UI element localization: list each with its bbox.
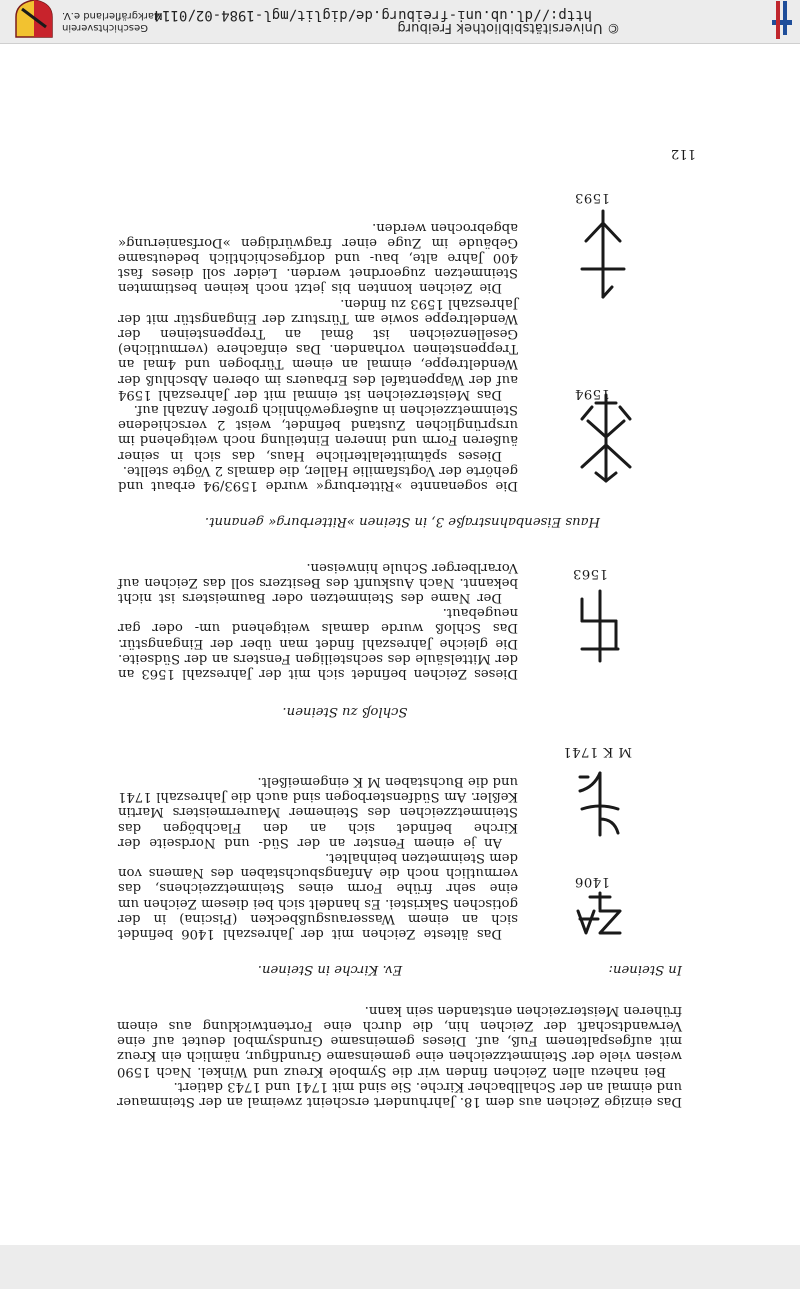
ritterburg-paragraph-1: Die sogenannte »Ritterburg« wurde 1593/94 erbaut und gehörte der Vogtsfamilie Haller, die damals 2 Vögte stellte. (118, 462, 518, 493)
castle-text (118, 559, 518, 681)
stonemason-mark-1406 (574, 893, 624, 941)
intro-text (117, 1003, 682, 1109)
intro-paragraph-1: Das einzige Zeichen aus dem 18. Jahrhundert erscheint zweimal an der Steinmauer und einmal an der Schallbacher Kirche. Sie sind mit 1741 und 1743 datiert. (117, 1078, 682, 1109)
place-label: In Steinen: (608, 962, 682, 977)
library-logo-icon (770, 1, 794, 41)
ritterburg-paragraph-3: Das Meisterzeichen ist einmal mit der Jahreszahl 1594 auf der Wappentafel des Erbauers im oberen Abschluß der Wendeltreppe, einmal an einem Türbogen und 4mal an Treppensteinen vorhanden. Das einfachere (vermutliche) Gesellenzeichen ist 8mal an Treppensteinen der Wendeltreppe sowie am Türsturz der Eingangstür mit der Jahreszahl 1593 zu finden. (118, 295, 518, 402)
stonemason-mark-martin-kessler (574, 767, 624, 837)
stonemason-mark-1593 (578, 209, 628, 301)
society-coat-of-arms-icon (12, 0, 56, 39)
castle-paragraph-2: Der Name des Steinmetzen oder Baumeisters ist nicht bekannt. Nach Auskunft des Besitzers soll das Zeichen auf Vorarlberger Schule hinweisen. (118, 559, 518, 605)
section-heading-ritterburg: Haus Eisenbahnstraße 3, in Steinen »Ritterburg« genannt. (204, 514, 600, 529)
church-paragraph-1: Das älteste Zeichen mit der Jahreszahl 1406 befindet sich an einem Wasserausgußbecken (Piscina) in der gotischen Sakristei. Es handelt sich bei diesem Zeichen um eine sehr frühe Form eines Steinmetzzeichens, das vermutlich noch die Anfangsbuchstaben des Namens von dem Steinmetzen beinhaltet. (118, 849, 518, 941)
society-name: Geschichtsverein Markgräflerland e.V. (62, 10, 163, 33)
ritterburg-text (118, 219, 518, 493)
page-number: 112 (670, 146, 696, 161)
viewer-header-bar (0, 0, 800, 44)
castle-paragraph-1: Dieses Zeichen befindet sich mit der Jahreszahl 1563 an der Mittelsäule des sechsteiligen Fensters an der Südseite. Die gleiche Jahreszahl findet man über der Eingangstür. Das Schloß wurde damals weitgehend um- oder gar neugebaut. (118, 605, 518, 681)
viewer-bar-previous (0, 1245, 800, 1289)
mark-year-1406: 1406 (574, 874, 610, 889)
mark-label-mk-1741: M K 1741 (562, 744, 632, 759)
ritterburg-paragraph-2: Dieses spätmittelalterliche Haus, das sich in seiner äußeren Form und inneren Einteilung noch weitgehend im ursprünglichen Zustand befindet, weist 2 verschiedene Steinmetzzeichen in außergewöhnlich großer Anzahl auf. (118, 401, 518, 463)
stonemason-mark-1563 (574, 589, 626, 665)
ritterburg-paragraph-4: Die Zeichen konnten bis jetzt noch keinen bestimmten Steinmetzen zugeordnet werden. Leider soll dieses fast 400 Jahre alte, bau- und dorfgeschichtlich bedeutsame Gebäude im Zuge einer fragwürdigen »Dorfsanierung« abgebrochen werden. (118, 219, 518, 296)
section-heading-church: Ev. Kirche in Steinen. (257, 962, 403, 977)
library-credit: © Universitätsbibliothek Freiburg (397, 20, 620, 35)
mark-year-1594: 1594 (574, 386, 610, 401)
mark-year-1593: 1593 (574, 190, 610, 205)
church-text (118, 774, 518, 941)
church-paragraph-2: An je einem Fenster an der Süd- und Nordseite der Kirche befindet sich an den Flachbögen das Steinmetzzeichen des Steinemer Maurermeisters Martin Keßler. Am Südfensterbogen sind auch die Jahreszahl 1741 und die Buchstaben M K eingemeißelt. (118, 773, 518, 850)
mark-year-1563: 1563 (572, 566, 608, 581)
section-heading-castle: Schloß zu Steinen. (282, 704, 408, 719)
stonemason-mark-1594 (576, 393, 636, 485)
document-url[interactable]: http://dl.ub.uni-freiburg.de/diglit/mgl-1984-02/0114 (153, 7, 592, 23)
intro-paragraph-2: Bei nahezu allen Zeichen finden wir die Symbole Kreuz und Winkel. Nach 1590 weisen viele der Steinmetzzeichen eine gemeinsame Grundfigur, nämlich ein Kreuz mit aufgespaltenem Fuß, auf. Dieses gemeinsame Grundsymbol deutet auf eine Verwandtschaft der Zeichen hin, die durch eine Fortentwicklung aus einem früheren Meisterzeichen entstanden sein kann. (117, 1002, 682, 1079)
